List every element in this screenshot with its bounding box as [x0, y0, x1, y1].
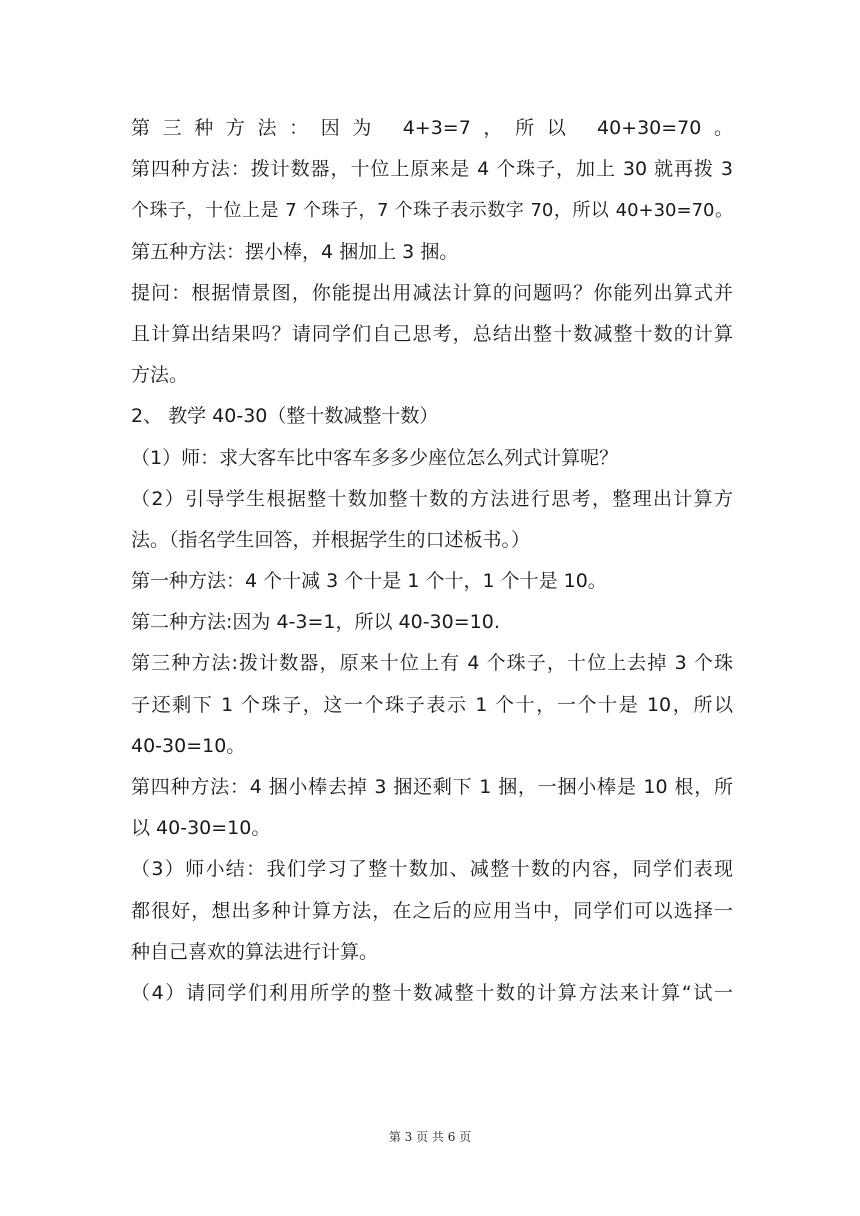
page-body: [131, 108, 733, 1014]
text-line: 第二种方法:因为 4-3=1，所以 40-30=10.: [131, 611, 500, 634]
text-line: 方法。: [131, 364, 189, 387]
text-line: 第四种方法：拨计数器，十位上原来是 4 个珠子，加上 30 就再拨 3: [131, 158, 733, 181]
text-line: 第一种方法：4 个十减 3 个十是 1 个十，1 个十是 10。: [131, 570, 607, 593]
text-line: 子还剩下 1 个珠子，这一个珠子表示 1 个十，一个十是 10，所以: [131, 693, 733, 716]
text-line: 种自己喜欢的算法进行计算。: [131, 940, 379, 963]
text-line: 都很好，想出多种计算方法，在之后的应用当中，同学们可以选择一: [131, 899, 733, 922]
text-line: 且计算出结果吗？请同学们自己思考，总结出整十数减整十数的计算: [131, 322, 733, 345]
text-line: 第三种方法:拨计数器，原来十位上有 4 个珠子，十位上去掉 3 个珠: [131, 652, 733, 675]
section-heading: 2、 教学 40-30（整十数减整十数）: [131, 405, 439, 428]
text-line: 以 40-30=10。: [131, 817, 271, 840]
text-line: 40-30=10。: [131, 734, 246, 757]
text-line: （4）请同学们利用所学的整十数减整十数的计算方法来计算“试一: [131, 981, 733, 1004]
text-line: 第四种方法：4 捆小棒去掉 3 捆还剩下 1 捆，一捆小棒是 10 根，所: [131, 776, 733, 798]
text-line: 第五种方法：摆小棒，4 捆加上 3 捆。: [131, 240, 459, 263]
page-footer: 第 3 页 共 6 页: [388, 1130, 472, 1144]
text-line: （2）引导学生根据整十数加整十数的方法进行思考，整理出计算方: [131, 487, 733, 510]
text-line: 第三种方法：因为 4+3=7，所以 40+30=70。: [131, 117, 733, 139]
text-line: （3）师小结：我们学习了整十数加、减整十数的内容，同学们表现: [131, 858, 733, 881]
text-line: （1）师：求大客车比中客车多多少座位怎么列式计算呢？: [131, 446, 619, 469]
text-line: 法。（指名学生回答，并根据学生的口述板书。）: [131, 528, 531, 551]
text-line: 提问：根据情景图，你能提出用减法计算的问题吗？你能列出算式并: [131, 281, 733, 304]
text-line: 个珠子，十位上是 7 个珠子，7 个珠子表示数字 70，所以 40+30=70。: [131, 200, 733, 222]
